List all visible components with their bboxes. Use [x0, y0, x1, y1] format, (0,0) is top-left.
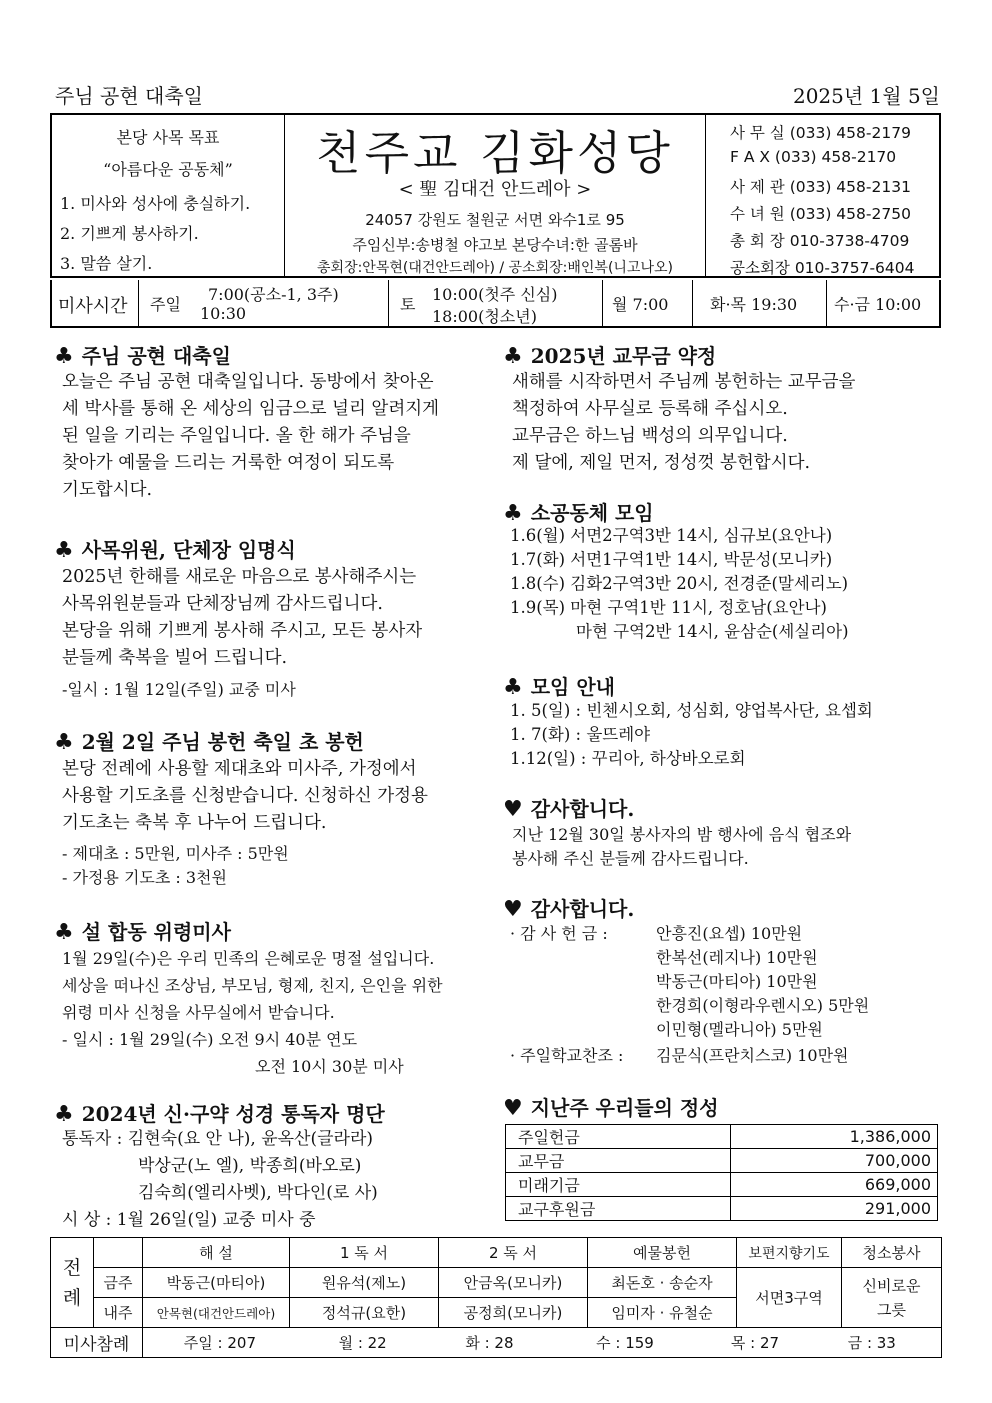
- prayer-cell: 서면3구역: [737, 1268, 842, 1328]
- text-line: 교무금은 하느님 백성의 의무입니다.: [512, 426, 788, 446]
- section-body: [62, 756, 428, 837]
- text-line: 찾아가 예물을 드리는 거룩한 여정이 되도록: [62, 453, 395, 473]
- goal-item: 3. 말씀 살기.: [60, 254, 153, 273]
- offering-label: 주일헌금: [506, 1125, 731, 1149]
- mass-saturday: [388, 280, 603, 326]
- section-body: [510, 524, 849, 644]
- cell: 원유석(제노): [290, 1268, 439, 1298]
- mass-times: [50, 280, 941, 328]
- monday-time: 월 7:00: [612, 295, 669, 314]
- text-line: 1. 5(일) : 빈첸시오회, 성심회, 양업복사단, 요셉회: [510, 701, 873, 720]
- text-line: 오전 10시 30분 미사: [255, 1057, 404, 1076]
- saturday-time-2: 18:00(청소년): [432, 307, 537, 326]
- church-patron: < 聖 김대건 안드레아 >: [398, 179, 592, 200]
- donor: 이민형(멜라니아) 5만원: [656, 1020, 823, 1039]
- contact-rectory: 사 제 관 (033) 458-2131: [730, 178, 911, 196]
- liturgy-table: [50, 1237, 942, 1358]
- offering-label: 미래기금: [506, 1173, 731, 1197]
- col-header: 청소봉사: [842, 1238, 942, 1268]
- goals-title: 본당 사목 목표: [116, 128, 220, 147]
- table-row: [51, 1268, 942, 1298]
- header-box: [50, 113, 941, 278]
- row-label: 내주: [94, 1298, 143, 1328]
- table-row: [506, 1149, 938, 1173]
- section-heading: [503, 893, 634, 922]
- offering-label: 교무금: [506, 1149, 731, 1173]
- text-line: 제 달에, 제일 먼저, 정성껏 봉헌합시다.: [512, 453, 811, 473]
- text-line: 기도합시다.: [62, 480, 153, 500]
- cell: 안금옥(모니카): [439, 1268, 588, 1298]
- table-row: [51, 1328, 942, 1358]
- cleaning-cell: [842, 1268, 942, 1328]
- feast-title: 주님 공현 대축일: [55, 84, 203, 108]
- saturday-time-1: 10:00(첫주 신심): [432, 285, 558, 304]
- heading-text: 주님 공현 대축일: [81, 344, 231, 368]
- section-heading: [54, 534, 296, 563]
- col-header: 1 독 서: [290, 1238, 439, 1268]
- text-line: 세상을 떠나신 조상님, 부모님, 형제, 친지, 은인을 위한: [62, 976, 443, 995]
- goal-item: 2. 기쁘게 봉사하기.: [60, 224, 199, 243]
- text-line: 1. 7(화) : 울뜨레야: [510, 725, 651, 744]
- section-heading: [503, 340, 716, 369]
- cell: 안목현(대건안드레아): [143, 1298, 290, 1328]
- attendance-value: 수 : 159: [596, 1334, 654, 1352]
- donor: 한경희(이형라우렌시오) 5만원: [656, 996, 870, 1015]
- offering-value: 291,000: [731, 1197, 938, 1221]
- heading-text: 감사합니다.: [530, 797, 635, 821]
- row-label: 금주: [94, 1268, 143, 1298]
- text-line: 분들께 축복을 빌어 드립니다.: [62, 648, 288, 668]
- donor: 박동근(마티아) 10만원: [656, 972, 818, 991]
- mass-label-cell: [52, 280, 139, 326]
- section-body: [62, 945, 443, 1080]
- text-line: 봉사해 주신 분들께 감사드립니다.: [512, 849, 749, 868]
- mass-tue-thu: [692, 280, 827, 326]
- text-line: 마현 구역2반 14시, 윤삼순(세실리아): [576, 622, 849, 641]
- text-line: 새해를 시작하면서 주님께 봉헌하는 교무금을: [512, 372, 856, 392]
- side-text: 전례: [62, 1256, 82, 1309]
- text-line: 2025년 한해를 새로운 마음으로 봉사해주시는: [62, 567, 417, 587]
- text-line: 박상군(노 엘), 박종희(바오로): [138, 1156, 362, 1176]
- cell: 공정희(모니카): [439, 1298, 588, 1328]
- church-name: 천주교 김화성당: [316, 126, 674, 180]
- attendance-value: 월 : 22: [338, 1334, 387, 1352]
- text-line: 1.9(목) 마현 구역1반 11시, 정호남(요안나): [510, 598, 827, 617]
- text-line: 책정하여 사무실로 등록해 주십시오.: [512, 399, 788, 419]
- cleaning-text: 신비로운 그릇: [862, 1276, 921, 1319]
- mass-label: 미사시간: [58, 296, 128, 317]
- contact-president: 총 회 장 010-3738-4709: [730, 232, 910, 250]
- text-line: 된 일을 기리는 주일입니다. 올 한 해가 주님을: [62, 426, 411, 446]
- offering-label: 교구후원금: [506, 1197, 731, 1221]
- pastoral-goals: [52, 115, 285, 276]
- mass-wed-fri: [826, 280, 939, 326]
- col-header: 예물봉헌: [588, 1238, 737, 1268]
- saturday-label: 토: [400, 295, 416, 314]
- text-line: 통독자 : 김현숙(요 안 나), 윤옥산(글라라): [62, 1129, 374, 1149]
- club-icon: ♣: [503, 674, 523, 700]
- attendance-value: 금 : 33: [847, 1334, 896, 1352]
- section-heading: [503, 793, 634, 822]
- heading-text: 2025년 교무금 약정: [530, 344, 717, 368]
- donor: 안흥진(요셉) 10만원: [656, 924, 803, 943]
- sunday-time-2: 10:30: [200, 304, 247, 323]
- donor-list: [656, 922, 869, 1042]
- contacts: [706, 115, 939, 276]
- table-row: [506, 1125, 938, 1149]
- text-line: 사목위원분들과 단체장님께 감사드립니다.: [62, 594, 383, 614]
- text-line: - 일시 : 1월 29일(수) 오전 9시 40분 연도: [62, 1030, 358, 1049]
- bulletin-date: 2025년 1월 5일: [792, 84, 940, 108]
- text-line: 시 상 : 1월 26일(일) 교중 미사 중: [62, 1210, 316, 1230]
- club-icon: ♣: [54, 919, 74, 945]
- heart-icon: ♥: [503, 1095, 523, 1121]
- section-body: [512, 369, 855, 477]
- goals-motto: “아름다운 공동체”: [103, 160, 233, 179]
- section-body: [512, 823, 851, 871]
- section-heading: [503, 671, 615, 700]
- church-council: 총회장:안목현(대건안드레아) / 공소회장:배인복(니고나오): [317, 260, 673, 276]
- section-heading: [54, 726, 364, 755]
- section-body: [62, 369, 439, 504]
- heart-icon: ♥: [503, 796, 523, 822]
- mass-monday: [602, 280, 693, 326]
- attendance-label: 미사참례: [51, 1328, 143, 1358]
- contact-office: 사 무 실 (033) 458-2179: [730, 124, 911, 142]
- text-line: - 제대초 : 5만원, 미사주 : 5만원: [62, 844, 289, 863]
- section-heading: [54, 916, 231, 945]
- club-icon: ♣: [54, 537, 74, 563]
- text-line: 김숙희(엘리사벳), 박다인(로 사): [138, 1183, 378, 1203]
- section-heading: [503, 497, 654, 526]
- table-row: [506, 1173, 938, 1197]
- sunday-school-donor: 김문식(프란치스코) 10만원: [656, 1046, 849, 1065]
- text-line: - 가정용 기도초 : 3천원: [62, 868, 227, 887]
- attendance-value: 목 : 27: [730, 1334, 780, 1352]
- heading-text: 2024년 신·구약 성경 통독자 명단: [81, 1102, 385, 1126]
- contact-convent: 수 녀 원 (033) 458-2750: [730, 205, 911, 223]
- text-line: 기도초는 축복 후 나누어 드립니다.: [62, 813, 327, 833]
- attendance-value: 주일 : 207: [183, 1334, 256, 1352]
- text-line: 지난 12월 30일 봉사자의 밤 행사에 음식 협조와: [512, 825, 852, 844]
- offering-value: 1,386,000: [731, 1125, 938, 1149]
- text-line: 1.12(일) : 꾸리아, 하상바오로회: [510, 749, 746, 768]
- section-body: [510, 699, 873, 771]
- col-header: 보편지향기도: [737, 1238, 842, 1268]
- sunday-school-label: · 주일학교찬조 :: [510, 1046, 624, 1065]
- section-heading: [503, 1092, 719, 1121]
- club-icon: ♣: [54, 343, 74, 369]
- text-line: 1.6(월) 서면2구역3반 14시, 심규보(요안나): [510, 526, 833, 545]
- text-line: 1.7(화) 서면1구역1반 14시, 박문성(모니카): [510, 550, 833, 569]
- church-info: [285, 115, 706, 276]
- section-notes: [62, 842, 289, 890]
- col-header: 2 독 서: [439, 1238, 588, 1268]
- cell: 임미자 · 유철순: [588, 1298, 737, 1328]
- text-line: 1.8(수) 김화2구역3반 20시, 전경준(말세리노): [510, 574, 849, 593]
- text-line: 위령 미사 신청을 사무실에서 받습니다.: [62, 1003, 335, 1022]
- offering-value: 669,000: [731, 1173, 938, 1197]
- text-line: 오늘은 주님 공현 대축일입니다. 동방에서 찾아온: [62, 372, 434, 392]
- tue-thu-time: 화·목 19:30: [710, 295, 798, 314]
- table-row: [506, 1197, 938, 1221]
- goal-item: 1. 미사와 성사에 충실하기.: [60, 194, 251, 213]
- club-icon: ♣: [503, 343, 523, 369]
- attendance-value: 화 : 28: [465, 1334, 514, 1352]
- club-icon: ♣: [54, 729, 74, 755]
- section-note: -일시 : 1월 12일(주일) 교중 미사: [62, 680, 296, 699]
- cell: 정석규(요한): [290, 1298, 439, 1328]
- attendance-values: [143, 1328, 942, 1358]
- heading-text: 모임 안내: [530, 675, 615, 699]
- heading-text: 2월 2일 주님 봉헌 축일 초 봉헌: [81, 730, 364, 754]
- contact-mission-head: 공소회장 010-3757-6404: [730, 259, 915, 277]
- church-staff: 주임신부:송병철 야고보 본당수녀:한 골롬바: [352, 236, 638, 254]
- heading-text: 지난주 우리들의 정성: [530, 1096, 719, 1120]
- mass-sunday: [138, 280, 389, 326]
- text-line: 사용할 기도초를 신청받습니다. 신청하신 가정용: [62, 786, 428, 806]
- club-icon: ♣: [54, 1101, 74, 1127]
- heart-icon: ♥: [503, 896, 523, 922]
- offering-value: 700,000: [731, 1149, 938, 1173]
- text-line: 본당 전례에 사용할 제대초와 미사주, 가정에서: [62, 759, 417, 779]
- cell: 최돈호 · 송순자: [588, 1268, 737, 1298]
- wed-fri-time: 수·금 10:00: [834, 295, 922, 314]
- club-icon: ♣: [503, 500, 523, 526]
- heading-text: 소공동체 모임: [530, 501, 654, 525]
- cell: 박동근(마티아): [143, 1268, 290, 1298]
- text-line: 세 박사를 통해 온 세상의 임금으로 널리 알려지게: [62, 399, 440, 419]
- sunday-label: 주일: [150, 295, 181, 314]
- thanks-label: · 감 사 헌 금 :: [510, 924, 608, 943]
- section-heading: [54, 340, 231, 369]
- liturgy-side-label: [51, 1238, 94, 1328]
- col-header: 해 설: [143, 1238, 290, 1268]
- contact-fax: F A X (033) 458-2170: [730, 148, 897, 166]
- heading-text: 설 합동 위령미사: [81, 920, 231, 944]
- table-row: [51, 1238, 942, 1268]
- heading-text: 사목위원, 단체장 임명식: [81, 538, 296, 562]
- heading-text: 감사합니다.: [530, 897, 635, 921]
- offering-table: [505, 1124, 938, 1221]
- church-address: 24057 강원도 철원군 서면 와수1로 95: [365, 211, 625, 229]
- section-body: [62, 564, 422, 672]
- text-line: 1월 29일(수)은 우리 민족의 은혜로운 명절 설입니다.: [62, 949, 435, 968]
- section-body: [62, 1126, 378, 1234]
- section-heading: [54, 1098, 385, 1127]
- sunday-time-1: 7:00(공소-1, 3주): [208, 285, 339, 304]
- donor: 한복선(레지나) 10만원: [656, 948, 818, 967]
- text-line: 본당을 위해 기쁘게 봉사해 주시고, 모든 봉사자: [62, 621, 423, 641]
